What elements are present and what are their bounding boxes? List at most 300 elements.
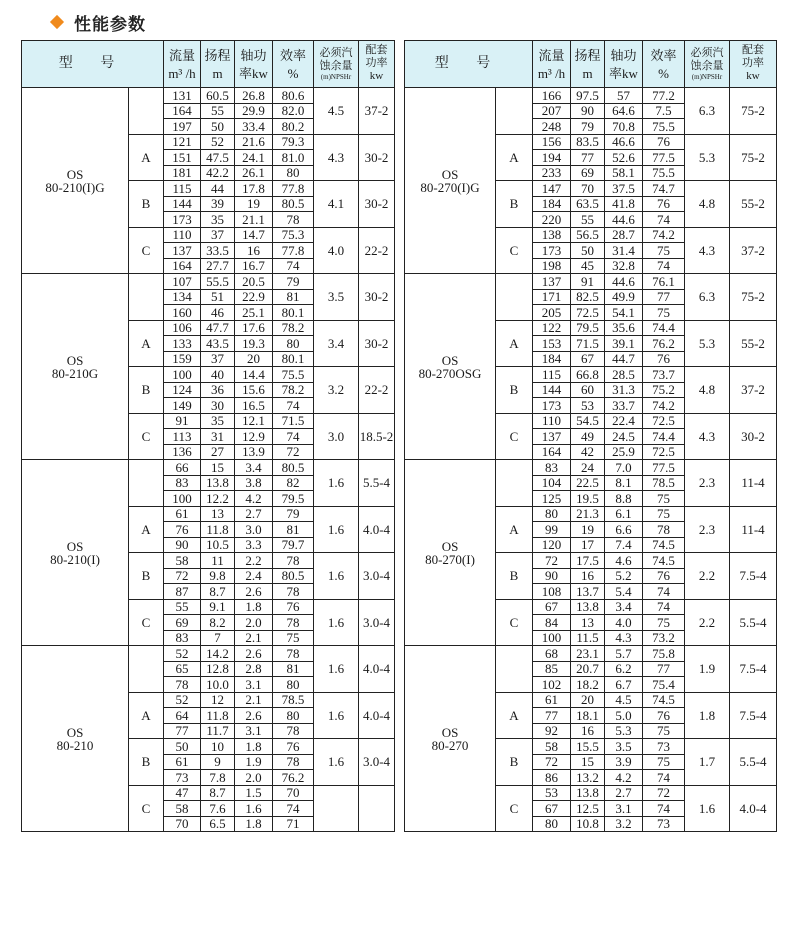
shaft-power-cell: 52.6 [605,150,643,166]
header-head-label: 扬程 [574,47,601,63]
efficiency-cell: 79.3 [273,134,314,150]
npsh-cell: 1.6 [314,692,359,739]
head-cell: 31 [201,429,235,445]
shaft-power-cell: 22.9 [235,289,273,305]
head-cell: 23.1 [571,646,605,662]
flow-cell: 102 [533,677,571,693]
head-cell: 18.1 [571,708,605,724]
header-flow-label: 流量 [168,47,195,63]
npsh-cell: 4.8 [685,181,730,228]
variant-label: A [496,320,533,367]
head-cell: 83.5 [571,134,605,150]
shaft-power-cell: 15.6 [235,382,273,398]
shaft-power-cell: 24.5 [605,429,643,445]
efficiency-cell: 75.5 [643,119,685,135]
model-series: OS [66,724,84,740]
motor-power-cell: 30-2 [730,413,777,460]
shaft-power-cell: 14.4 [235,367,273,383]
flow-cell: 90 [533,568,571,584]
variant-label [496,646,533,693]
flow-cell: 91 [164,413,201,429]
flow-cell: 61 [164,754,201,770]
efficiency-cell: 75 [643,754,685,770]
efficiency-cell: 78 [273,723,314,739]
efficiency-cell: 76 [643,134,685,150]
head-cell: 56.5 [571,227,605,243]
shaft-power-cell: 3.1 [605,801,643,817]
efficiency-cell: 76 [643,196,685,212]
header-npsh-unit: (m)NPSHr [691,72,723,81]
head-cell: 77 [571,150,605,166]
head-cell: 20.7 [571,661,605,677]
motor-power-cell: 5.5-4 [359,460,395,507]
head-cell: 53 [571,398,605,414]
model-name-cell [22,88,129,274]
shaft-power-cell: 57 [605,88,643,104]
model-series: OS [66,166,84,182]
shaft-power-cell: 2.0 [235,615,273,631]
efficiency-cell: 80.5 [273,460,314,476]
flow-cell: 181 [164,165,201,181]
motor-power-cell: 37-2 [359,88,395,135]
motor-power-cell: 55-2 [730,320,777,367]
shaft-power-cell: 5.3 [605,723,643,739]
flow-cell: 61 [533,692,571,708]
efficiency-cell: 74 [273,258,314,274]
performance-table-left [21,40,395,832]
variant-label: C [129,227,164,274]
head-cell: 24 [571,460,605,476]
efficiency-cell: 81 [273,661,314,677]
efficiency-cell: 75 [643,305,685,321]
motor-power-cell: 4.0-4 [730,785,777,832]
model-number: 80-210 [56,737,94,753]
motor-power-cell: 3.0-4 [359,739,395,786]
header-shaft-power-unit: 率kw [239,65,268,81]
shaft-power-cell: 3.1 [235,723,273,739]
efficiency-cell: 76 [643,351,685,367]
variant-label: A [496,134,533,181]
motor-power-cell: 3.0-4 [359,553,395,600]
shaft-power-cell: 1.6 [235,801,273,817]
table-body [22,88,395,832]
npsh-cell: 2.2 [685,553,730,600]
shaft-power-cell: 2.0 [235,770,273,786]
shaft-power-cell: 1.5 [235,785,273,801]
variant-label [129,646,164,693]
head-cell: 12.2 [201,491,235,507]
motor-power-cell: 30-2 [359,134,395,181]
variant-label [496,274,533,321]
flow-cell: 83 [164,630,201,646]
flow-cell: 220 [533,212,571,228]
shaft-power-cell: 12.9 [235,429,273,445]
flow-cell: 121 [164,134,201,150]
head-cell: 42.2 [201,165,235,181]
head-cell: 15.5 [571,739,605,755]
head-cell: 55 [571,212,605,228]
header-motor-unit: kw [746,69,760,82]
variant-label: B [496,553,533,600]
shaft-power-cell: 1.9 [235,754,273,770]
head-cell: 18.2 [571,677,605,693]
shaft-power-cell: 4.0 [605,615,643,631]
head-cell: 13.8 [201,475,235,491]
efficiency-cell: 79 [273,506,314,522]
head-cell: 14.2 [201,646,235,662]
npsh-cell: 3.5 [314,274,359,321]
flow-cell: 72 [164,568,201,584]
flow-cell: 77 [164,723,201,739]
flow-cell: 104 [533,475,571,491]
header-shaft-power [605,41,643,88]
model-name-cell [405,274,496,460]
flow-cell: 144 [533,382,571,398]
head-cell: 12.5 [571,801,605,817]
variant-label: C [496,227,533,274]
header-flow-label: 流量 [538,47,565,63]
efficiency-cell: 76 [273,739,314,755]
efficiency-cell: 77.8 [273,181,314,197]
head-cell: 13.7 [571,584,605,600]
head-cell: 11 [201,553,235,569]
head-cell: 21.3 [571,506,605,522]
model-name-cell [405,88,496,274]
shaft-power-cell: 5.2 [605,568,643,584]
shaft-power-cell: 44.6 [605,212,643,228]
efficiency-cell: 74 [643,599,685,615]
npsh-cell: 4.1 [314,181,359,228]
table-row [405,274,777,290]
efficiency-cell: 80 [273,677,314,693]
shaft-power-cell: 14.7 [235,227,273,243]
motor-power-cell: 75-2 [730,274,777,321]
efficiency-cell: 76 [273,599,314,615]
variant-label: B [129,367,164,414]
variant-label: B [496,181,533,228]
efficiency-cell: 74 [643,801,685,817]
head-cell: 37 [201,351,235,367]
efficiency-cell: 78 [273,754,314,770]
npsh-cell: 3.2 [314,367,359,414]
flow-cell: 53 [533,785,571,801]
shaft-power-cell: 5.0 [605,708,643,724]
flow-cell: 58 [164,553,201,569]
flow-cell: 159 [164,351,201,367]
model-name-cell [22,646,129,832]
npsh-cell: 1.6 [685,785,730,832]
model-number: 80-270(I) [425,551,475,567]
flow-cell: 52 [164,692,201,708]
header-head-unit: m [212,65,223,81]
motor-power-cell: 5.5-4 [730,599,777,646]
header-npsh-line1: 必须汽 [319,46,353,59]
efficiency-cell: 70 [273,785,314,801]
flow-cell: 100 [533,630,571,646]
motor-power-cell: 4.0-4 [359,692,395,739]
flow-cell: 90 [164,537,201,553]
head-cell: 49 [571,429,605,445]
flow-cell: 171 [533,289,571,305]
header-npsh-line2: 蚀余量 [690,59,724,72]
header-head-unit: m [582,65,593,81]
flow-cell: 110 [533,413,571,429]
variant-label: A [129,506,164,553]
shaft-power-cell: 33.4 [235,119,273,135]
head-cell: 13.2 [571,770,605,786]
motor-power-cell: 7.5-4 [730,646,777,693]
header-row [22,41,395,88]
shaft-power-cell: 21.6 [235,134,273,150]
flow-cell: 67 [533,599,571,615]
shaft-power-cell: 44.7 [605,351,643,367]
flow-cell: 110 [164,227,201,243]
motor-power-cell: 30-2 [359,320,395,367]
shaft-power-cell: 3.5 [605,739,643,755]
head-cell: 9.8 [201,568,235,584]
shaft-power-cell: 54.1 [605,305,643,321]
efficiency-cell: 76.2 [643,336,685,352]
variant-label: A [129,692,164,739]
table-row [22,88,395,104]
variant-label: A [496,506,533,553]
flow-cell: 107 [164,274,201,290]
efficiency-cell: 74 [643,212,685,228]
header-efficiency-unit: % [658,65,669,81]
shaft-power-cell: 3.8 [235,475,273,491]
efficiency-cell: 75 [643,491,685,507]
flow-cell: 160 [164,305,201,321]
flow-cell: 72 [533,754,571,770]
shaft-power-cell: 58.1 [605,165,643,181]
header-efficiency-label: 效率 [279,47,306,63]
head-cell: 11.8 [201,708,235,724]
shaft-power-cell: 39.1 [605,336,643,352]
npsh-cell: 4.5 [314,88,359,135]
efficiency-cell: 80.1 [273,305,314,321]
head-cell: 91 [571,274,605,290]
header-model: 型 号 [405,41,533,88]
table-row [405,460,777,476]
header-motor-unit: kw [369,69,384,82]
motor-power-cell: 37-2 [730,367,777,414]
model-name-cell [22,460,129,646]
npsh-cell: 2.2 [685,599,730,646]
variant-label [129,460,164,507]
efficiency-cell: 75 [643,615,685,631]
shaft-power-cell: 2.1 [235,692,273,708]
efficiency-cell: 75.5 [643,165,685,181]
variant-label: C [129,599,164,646]
flow-cell: 133 [164,336,201,352]
efficiency-cell: 78.5 [643,475,685,491]
shaft-power-cell: 33.7 [605,398,643,414]
flow-cell: 147 [533,181,571,197]
head-cell: 63.5 [571,196,605,212]
efficiency-cell: 74.4 [643,429,685,445]
shaft-power-cell: 25.9 [605,444,643,460]
flow-cell: 173 [164,212,201,228]
flow-cell: 83 [164,475,201,491]
flow-cell: 50 [164,739,201,755]
shaft-power-cell: 17.8 [235,181,273,197]
npsh-cell [314,785,359,832]
shaft-power-cell: 31.3 [605,382,643,398]
efficiency-cell: 80.2 [273,119,314,135]
variant-label: B [129,553,164,600]
header-flow [164,41,201,88]
head-cell: 52 [201,134,235,150]
model-name-cell [405,460,496,646]
flow-cell: 131 [164,88,201,104]
head-cell: 8.7 [201,584,235,600]
npsh-cell: 5.3 [685,134,730,181]
shaft-power-cell: 4.2 [605,770,643,786]
efficiency-cell: 73 [643,739,685,755]
efficiency-cell: 75 [643,243,685,259]
table-header [405,41,777,88]
variant-label [129,274,164,321]
flow-cell: 198 [533,258,571,274]
npsh-cell: 1.6 [314,553,359,600]
motor-power-cell: 11-4 [730,506,777,553]
head-cell: 13 [201,506,235,522]
efficiency-cell: 74 [643,258,685,274]
flow-cell: 106 [164,320,201,336]
head-cell: 19 [571,522,605,538]
efficiency-cell: 81 [273,522,314,538]
variant-label: A [129,134,164,181]
head-cell: 10.8 [571,816,605,832]
efficiency-cell: 80 [273,336,314,352]
head-cell: 43.5 [201,336,235,352]
efficiency-cell: 78 [273,646,314,662]
head-cell: 17.5 [571,553,605,569]
head-cell: 90 [571,103,605,119]
shaft-power-cell: 44.6 [605,274,643,290]
npsh-cell: 4.8 [685,367,730,414]
shaft-power-cell: 12.1 [235,413,273,429]
motor-power-cell: 22-2 [359,367,395,414]
motor-power-cell: 22-2 [359,227,395,274]
header-motor [359,41,395,88]
variant-label: C [129,413,164,460]
efficiency-cell: 77.8 [273,243,314,259]
head-cell: 37 [201,227,235,243]
shaft-power-cell: 3.0 [235,522,273,538]
flow-cell: 184 [533,351,571,367]
head-cell: 42 [571,444,605,460]
header-head-label: 扬程 [204,47,231,63]
head-cell: 50 [201,119,235,135]
variant-label [496,88,533,135]
efficiency-cell: 72 [643,785,685,801]
head-cell: 79.5 [571,320,605,336]
shaft-power-cell: 22.4 [605,413,643,429]
flow-cell: 115 [533,367,571,383]
shaft-power-cell: 5.4 [605,584,643,600]
header-efficiency [643,41,685,88]
efficiency-cell: 74 [273,801,314,817]
efficiency-cell: 77.5 [643,460,685,476]
flow-cell: 233 [533,165,571,181]
shaft-power-cell: 2.8 [235,661,273,677]
head-cell: 40 [201,367,235,383]
head-cell: 71.5 [571,336,605,352]
efficiency-cell: 71.5 [273,413,314,429]
head-cell: 11.5 [571,630,605,646]
head-cell: 47.7 [201,320,235,336]
variant-label: C [496,785,533,832]
shaft-power-cell: 5.7 [605,646,643,662]
efficiency-cell: 77 [643,289,685,305]
flow-cell: 115 [164,181,201,197]
efficiency-cell: 80.6 [273,88,314,104]
model-number: 80-210(I)G [45,179,105,195]
head-cell: 66.8 [571,367,605,383]
head-cell: 9 [201,754,235,770]
shaft-power-cell: 19.3 [235,336,273,352]
flow-cell: 73 [164,770,201,786]
flow-cell: 47 [164,785,201,801]
head-cell: 60 [571,382,605,398]
header-npsh-line2: 蚀余量 [319,59,353,72]
model-number: 80-210(I) [50,551,100,567]
efficiency-cell: 77.2 [643,88,685,104]
head-cell: 46 [201,305,235,321]
header-head [571,41,605,88]
efficiency-cell: 75.3 [273,227,314,243]
flow-cell: 164 [164,258,201,274]
efficiency-cell: 80 [273,708,314,724]
table-row [22,274,395,290]
flow-cell: 100 [164,491,201,507]
head-cell: 7 [201,630,235,646]
flow-cell: 85 [533,661,571,677]
shaft-power-cell: 8.1 [605,475,643,491]
efficiency-cell: 74.4 [643,320,685,336]
efficiency-cell: 78 [273,584,314,600]
efficiency-cell: 73 [643,816,685,832]
flow-cell: 69 [164,615,201,631]
flow-cell: 86 [533,770,571,786]
shaft-power-cell: 20 [235,351,273,367]
flow-cell: 70 [164,816,201,832]
shaft-power-cell: 2.7 [235,506,273,522]
head-cell: 30 [201,398,235,414]
head-cell: 13.8 [571,599,605,615]
shaft-power-cell: 7.4 [605,537,643,553]
shaft-power-cell: 8.8 [605,491,643,507]
shaft-power-cell: 6.1 [605,506,643,522]
shaft-power-cell: 70.8 [605,119,643,135]
efficiency-cell: 72.5 [643,413,685,429]
motor-power-cell: 11-4 [730,460,777,507]
table-header [22,41,395,88]
header-motor-line2: 功率 [742,56,764,69]
motor-power-cell: 7.5-4 [730,553,777,600]
efficiency-cell: 79.7 [273,537,314,553]
head-cell: 97.5 [571,88,605,104]
head-cell: 16 [571,723,605,739]
shaft-power-cell: 2.1 [235,630,273,646]
model-series: OS [441,538,459,554]
flow-cell: 52 [164,646,201,662]
flow-cell: 99 [533,522,571,538]
efficiency-cell: 82.0 [273,103,314,119]
flow-cell: 138 [533,227,571,243]
flow-cell: 72 [533,553,571,569]
